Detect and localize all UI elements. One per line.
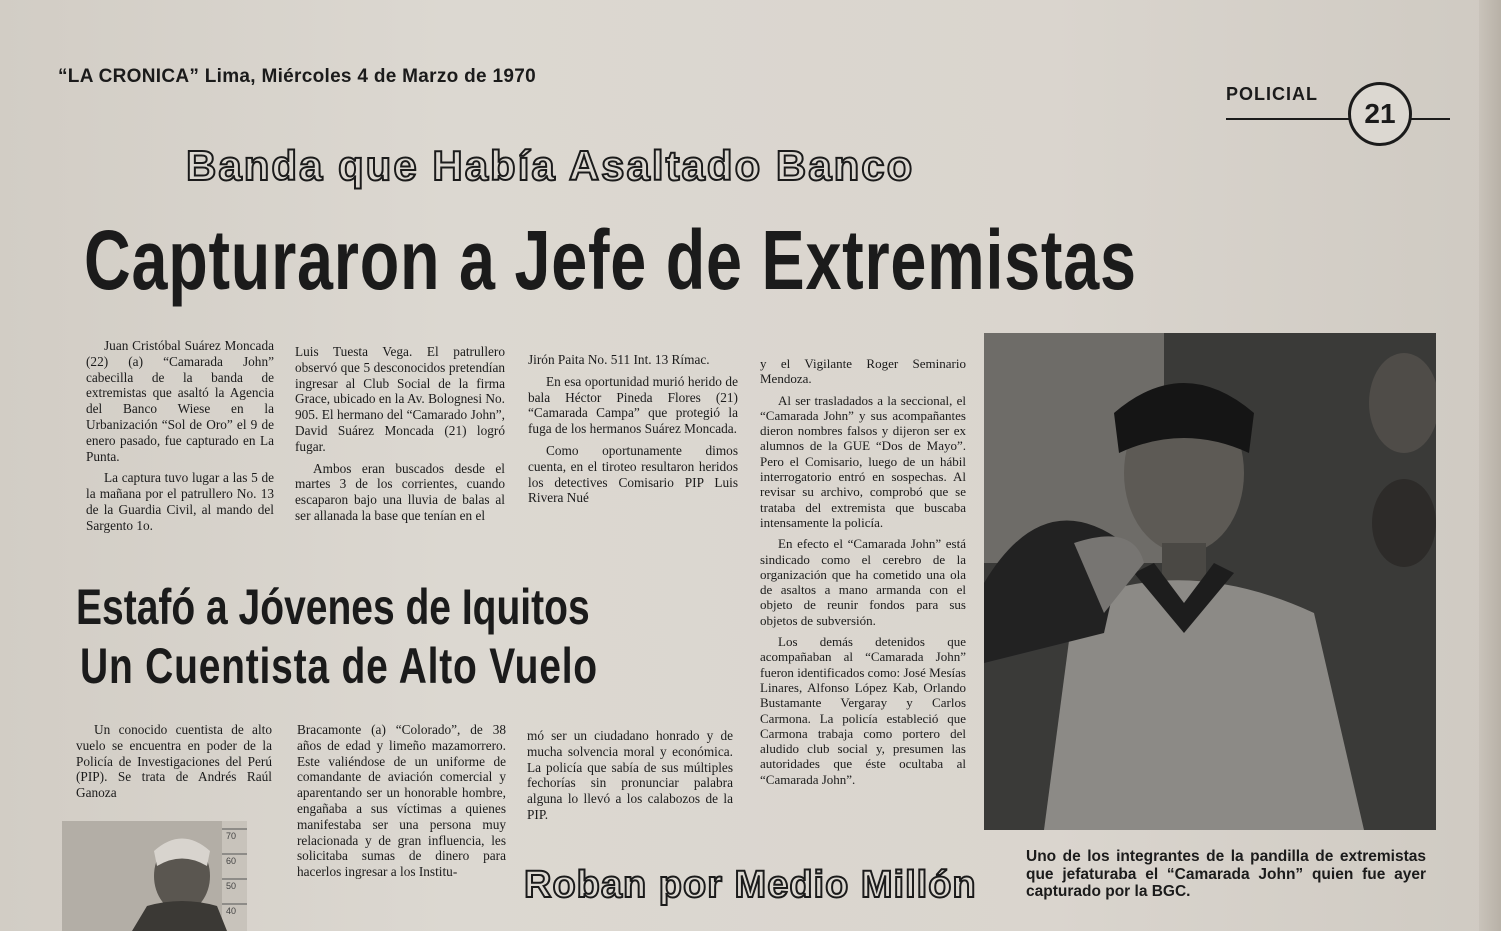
story1-headline: Capturaron a Jefe de Extremistas: [84, 213, 1137, 307]
story2-headline-line2: Un Cuentista de Alto Vuelo: [80, 638, 598, 694]
paragraph: Como oportunamente dimos cuenta, en el tiroteo resultaron heridos los detectives Comisario PIP Luis Rivera Nué: [528, 442, 738, 506]
mugshot-photo: [62, 821, 247, 931]
photo-illustration: [984, 333, 1436, 830]
paragraph: Al ser trasladados a la seccional, el “Camarada John” y sus acompañantes dieron nombres falsos y dijeron ser ex alumnos de la GUE “Dos de Mayo”. Pero el Comisario, luego de un hábil interrogatorio entró en sospechas. Al revisar su archivo, comprobó que se trataba del extremista que buscaba intensamente la policía.: [760, 392, 966, 530]
header-rule: [1226, 118, 1450, 120]
paragraph: Bracamonte (a) “Colorado”, de 38 años de edad y limeño mazamorrero. Este valiéndose de un uniforme de comandante de aviación comercial y aparentando ser un honorable hombre, engañaba a sus víctimas a quienes manifestaba ser una persona muy relacionada y de gran influencia, les solicitaba sumas de dinero para hacerlos ingresar a los Institu-: [297, 722, 506, 880]
paragraph: Un conocido cuentista de alto vuelo se encuentra en poder de la Policía de Investigaciones del Perú (PIP). Se trata de Andrés Raúl Ganoza: [76, 722, 272, 801]
page-number: 21: [1348, 82, 1412, 146]
news-photo: [984, 333, 1436, 830]
story2-column-3: [527, 728, 733, 829]
paragraph: Juan Cristóbal Suárez Moncada (22) (a) “Camarada John” cabecilla de la banda de extremistas que asaltó la Agencia del Banco Wiese en la Urbanización “Sol de Oro” el 9 de enero pasado, fue capturado en La Punta.: [86, 338, 274, 464]
story3-headline: Roban por Medio Millón: [524, 864, 977, 906]
story1-column-4: [760, 356, 966, 793]
scale-label: 50: [226, 881, 237, 891]
paragraph: En efecto el “Camarada John” está sindicado como el cerebro de la organización que ha cometido una ola de asaltos a mano armanda con el objeto de reunir fondos para sus objetos de subversión.: [760, 536, 966, 628]
story1-column-1: [86, 338, 274, 540]
story1-column-2: [295, 344, 505, 530]
story2-column-2: [297, 722, 506, 886]
masthead: “LA CRONICA” Lima, Miércoles 4 de Marzo de 1970: [58, 66, 536, 87]
scale-label: 40: [226, 906, 237, 916]
photo-caption: Uno de los integrantes de la pandilla de extremistas que jefaturaba el “Camarada John” quien fue ayer capturado por la BGC.: [1026, 848, 1426, 900]
mugshot-illustration: [62, 821, 247, 931]
scale-label: 70: [226, 831, 237, 841]
story2-column-1: [76, 722, 272, 807]
scale-label: 60: [226, 856, 237, 866]
paragraph: Ambos eran buscados desde el martes 3 de los corrientes, cuando escaparon bajo una lluvia de balas al ser allanada la base que tenían en el: [295, 460, 505, 523]
paragraph: Los demás detenidos que acompañaban al “Camarada John” fueron identificados como: José Mesías Linares, Alfonso López Kab, Orlando Bustamante Vergaray y Carlos Carmona. La policía estableció que Carmona trabaja como portero del aludido club social y, presumen las autoridades que éste ocultaba al “Camarada John”.: [760, 634, 966, 787]
paragraph: Jirón Paita No. 511 Int. 13 Rímac.: [528, 352, 710, 367]
section-label: POLICIAL: [1226, 84, 1318, 104]
story1-kicker: Banda que Había Asaltado Banco: [186, 142, 915, 189]
page-edge: [1479, 0, 1501, 931]
paragraph: En esa oportunidad murió herido de bala Héctor Pineda Flores (21) “Camarada Campa” que protegió la fuga de los hermanos Suárez Moncada.: [528, 373, 738, 437]
paragraph: y el Vigilante Roger Seminario Mendoza.: [760, 356, 966, 387]
paragraph: La captura tuvo lugar a las 5 de la mañana por el patrullero No. 13 de la Guardia Civil, al mando del Sargento 1o.: [86, 470, 274, 533]
paragraph: Luis Tuesta Vega. El patrullero observó que 5 desconocidos pretendían ingresar al Club Social de la firma Grace, ubicado en la Av. Bolognesi No. 905. El hermano del “Camarado John”, David Suárez Moncada (21) logró fugar.: [295, 344, 505, 454]
story2-headline-line1: Estafó a Jóvenes de Iquitos: [76, 579, 590, 635]
paragraph: mó ser un ciudadano honrado y de mucha solvencia moral y económica. La policía que sabía de sus múltiples fechorías sin pronunciar palabra alguna lo llevó a los calabozos de la PIP.: [527, 728, 733, 822]
story1-column-3: [528, 352, 738, 512]
